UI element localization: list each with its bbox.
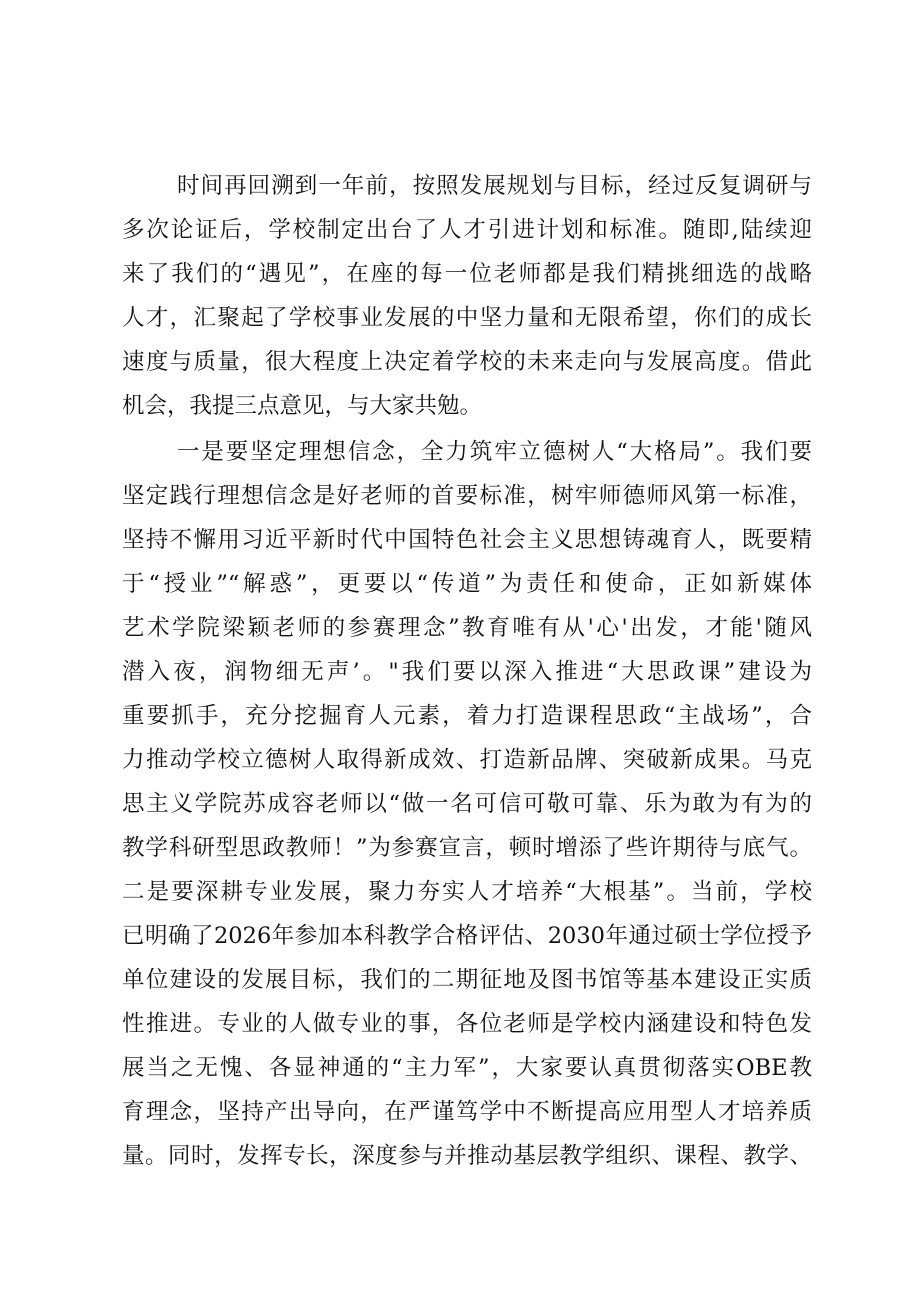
- paragraph-1-line-5: 速度与质量，很大程度上决定着学校的未来走向与发展高度。借此: [122, 349, 812, 375]
- paragraph-2-line-12: 已明确了2026年参加本科教学合格评估、2030年通过硕士学位授予: [122, 923, 812, 949]
- paragraph-2-line-13: 单位建设的发展目标，我们的二期征地及图书馆等基本建设正实质: [122, 967, 812, 993]
- paragraph-2-line-14: 性推进。专业的人做专业的事，各位老师是学校内涵建设和特色发: [122, 1011, 812, 1037]
- paragraph-1-line-2: 多次论证后，学校制定出台了人才引进计划和标准。随即,陆续迎: [122, 217, 812, 243]
- paragraph-1-line-3: 来了我们的“遇见”，在座的每一位老师都是我们精挑细选的战略: [122, 261, 812, 287]
- paragraph-2-line-8: 力推动学校立德树人取得新成效、打造新品牌、突破新成果。马克: [122, 747, 812, 773]
- paragraph-2-line-9: 思主义学院苏成容老师以“做一名可信可敬可靠、乐为敢为有为的: [122, 791, 812, 817]
- paragraph-1-line-6: 机会，我提三点意见，与大家共勉。: [122, 393, 483, 419]
- paragraph-2-line-10: 教学科研型思政教师！”为参赛宣言，顿时增添了些许期待与底气。: [122, 835, 812, 861]
- paragraph-2-line-2: 坚定践行理想信念是好老师的首要标准，树牢师德师风第一标准，: [122, 483, 812, 509]
- paragraph-2-line-3: 坚持不懈用习近平新时代中国特色社会主义思想铸魂育人，既要精: [122, 527, 812, 553]
- paragraph-2-line-6: 潜入夜，润物细无声’。"我们要以深入推进“大思政课”建设为: [122, 659, 812, 685]
- paragraph-2-line-7: 重要抓手，充分挖掘育人元素，着力打造课程思政“主战场”，合: [122, 703, 812, 729]
- paragraph-2-line-1: 一是要坚定理想信念，全力筑牢立德树人“大格局”。我们要: [177, 439, 812, 465]
- paragraph-2-line-17: 量。同时，发挥专长，深度参与并推动基层教学组织、课程、教学、: [122, 1143, 812, 1169]
- paragraph-2-line-4: 于“授业”“解惑”，更要以“传道”为责任和使命，正如新媒体: [122, 571, 812, 597]
- paragraph-2-line-16: 育理念，坚持产出导向，在严谨笃学中不断提高应用型人才培养质: [122, 1099, 812, 1125]
- paragraph-2-line-5: 艺术学院梁颖老师的参赛理念”教育唯有从'心'出发，才能'随风: [122, 615, 812, 641]
- paragraph-1-line-4: 人才，汇聚起了学校事业发展的中坚力量和无限希望，你们的成长: [122, 305, 812, 331]
- paragraph-2-line-15: 展当之无愧、各显神通的“主力军”，大家要认真贯彻落实OBE教: [122, 1055, 812, 1081]
- paragraph-2-line-11: 二是要深耕专业发展，聚力夯实人才培养“大根基”。当前，学校: [122, 879, 812, 905]
- paragraph-1-line-1: 时间再回溯到一年前，按照发展规划与目标，经过反复调研与: [177, 173, 812, 199]
